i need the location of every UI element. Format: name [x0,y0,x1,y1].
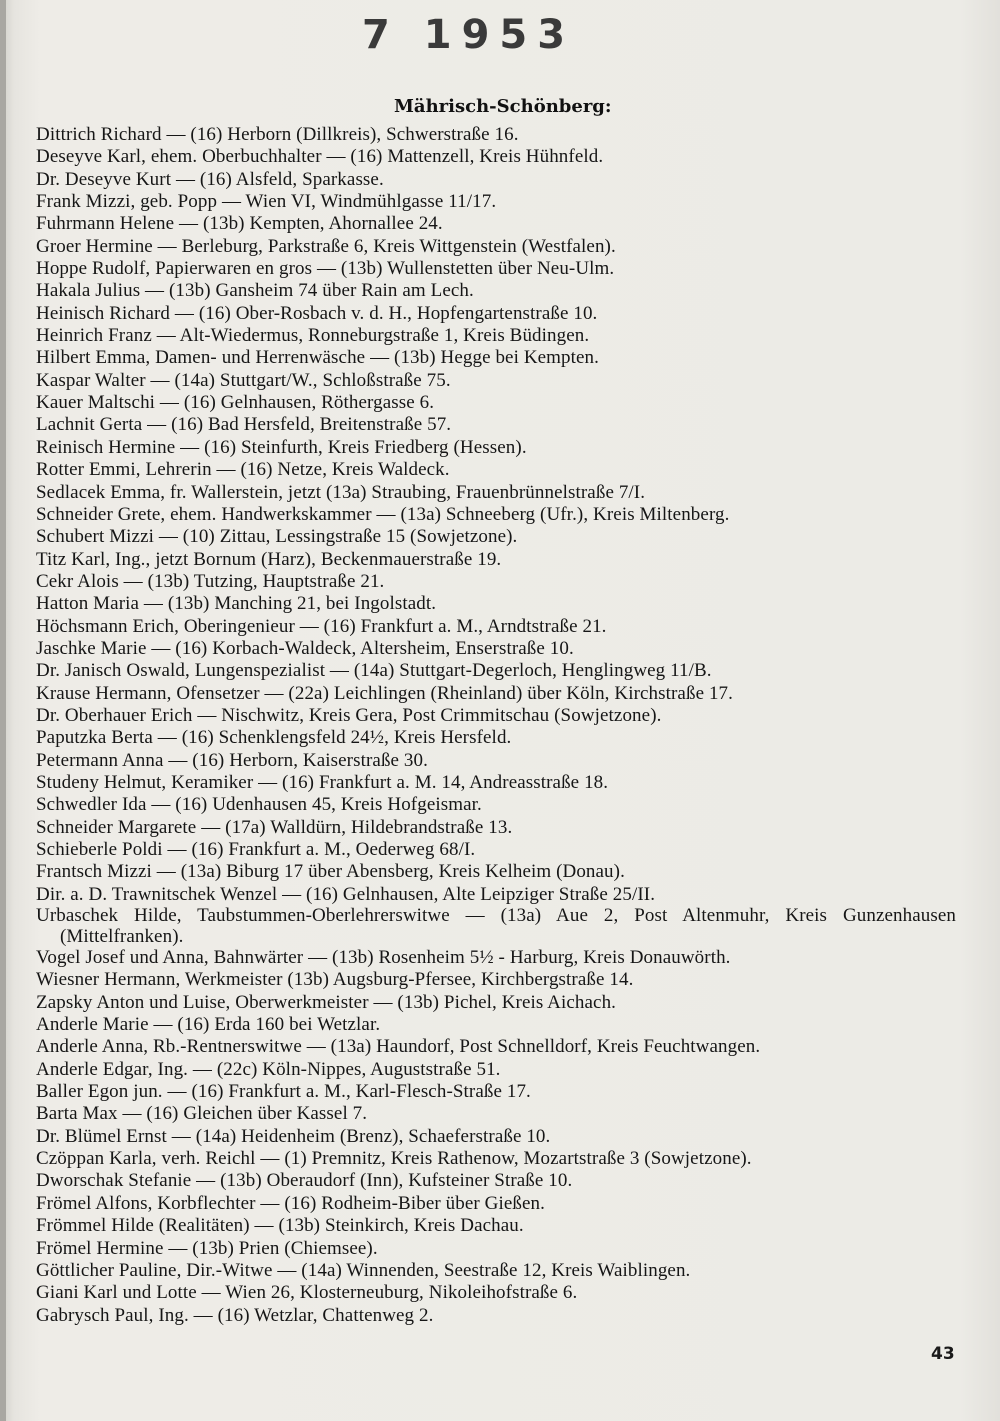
list-entry: Groer Hermine — Berleburg, Parkstraße 6, Kreis Wittgenstein (Westfalen). [36,235,616,257]
list-entry: Dr. Oberhauer Erich — Nischwitz, Kreis Gera, Post Crimmitschau (Sowjetzone). [36,704,662,726]
list-entry: Anderle Edgar, Ing. — (22c) Köln-Nippes, Auguststraße 51. [36,1058,501,1080]
list-entry: Höchsmann Erich, Oberingenieur — (16) Frankfurt a. M., Arndtstraße 21. [36,615,607,637]
list-entry: Frömel Alfons, Korbflechter — (16) Rodheim-Biber über Gießen. [36,1192,545,1214]
list-entry: Anderle Marie — (16) Erda 160 bei Wetzlar. [36,1014,381,1036]
list-entry: Frantsch Mizzi — (13a) Biburg 17 über Abensberg, Kreis Kelheim (Donau). [36,861,625,883]
list-entry: Giani Karl und Lotte — Wien 26, Klosterneuburg, Nikoleihofstraße 6. [36,1282,578,1304]
list-entry: Titz Karl, Ing., jetzt Bornum (Harz), Beckenmauerstraße 19. [36,548,502,570]
list-entry: Schneider Margarete — (17a) Walldürn, Hildebrandstraße 13. [36,816,513,838]
list-entry: Gabrysch Paul, Ing. — (16) Wetzlar, Chattenweg 2. [36,1304,434,1326]
list-entry: Dr. Janisch Oswald, Lungenspezialist — (14a) Stuttgart-Degerloch, Henglingweg 11/B. [36,660,712,682]
list-entry: Dr. Deseyve Kurt — (16) Alsfeld, Sparkasse. [36,168,384,190]
list-entry: Studeny Helmut, Keramiker — (16) Frankfurt a. M. 14, Andreasstraße 18. [36,771,609,793]
list-entry: Heinisch Richard — (16) Ober-Rosbach v. d. H., Hopfengartenstraße 10. [36,302,598,324]
list-entry: Krause Hermann, Ofensetzer — (22a) Leichlingen (Rheinland) über Köln, Kirchstraße 17. [36,682,733,704]
list-entry: Schubert Mizzi — (10) Zittau, Lessingstraße 15 (Sowjetzone). [36,526,518,548]
list-entry: Dworschak Stefanie — (13b) Oberaudorf (Inn), Kufsteiner Straße 10. [36,1170,573,1192]
list-entry-wrapped: Urbaschek Hilde, Taubstummen-Oberlehrerswitwe — (13a) Aue 2, Post Altenmuhr, Kreis Gunzenhausen (Mittelfranken). [36,905,956,947]
list-entry: Hilbert Emma, Damen- und Herrenwäsche — (13b) Hegge bei Kempten. [36,347,600,369]
list-entry: Vogel Josef und Anna, Bahnwärter — (13b) Rosenheim 5½ - Harburg, Kreis Donauwörth. [36,947,731,969]
list-entry: Kaspar Walter — (14a) Stuttgart/W., Schloßstraße 75. [36,369,451,391]
list-entry: Hakala Julius — (13b) Gansheim 74 über Rain am Lech. [36,280,474,302]
list-entry: Frank Mizzi, geb. Popp — Wien VI, Windmühlgasse 11/17. [36,191,497,213]
list-entry: Heinrich Franz — Alt-Wiedermus, Ronneburgstraße 1, Kreis Büdingen. [36,325,590,347]
list-entry: Schieberle Poldi — (16) Frankfurt a. M., Oederweg 68/I. [36,839,476,860]
list-entry: Wiesner Hermann, Werkmeister (13b) Augsburg-Pfersee, Kirchbergstraße 14. [36,969,634,991]
section-heading: Mährisch-Schönberg: [394,96,612,117]
list-entry: Dittrich Richard — (16) Herborn (Dillkreis), Schwerstraße 16. [36,124,519,145]
list-entry: Dir. a. D. Trawnitschek Wenzel — (16) Gelnhausen, Alte Leipziger Straße 25/II. [36,883,656,905]
list-entry: Göttlicher Pauline, Dir.-Witwe — (14a) Winnenden, Seestraße 12, Kreis Waiblingen. [36,1259,691,1281]
address-list [36,124,956,1327]
page-number: 43 [931,1344,955,1364]
list-entry: Lachnit Gerta — (16) Bad Hersfeld, Breitenstraße 57. [36,414,452,436]
list-entry: Paputzka Berta — (16) Schenklengsfeld 24½, Kreis Hersfeld. [36,727,512,749]
list-entry: Baller Egon jun. — (16) Frankfurt a. M., Karl-Flesch-Straße 17. [36,1081,531,1103]
list-entry: Sedlacek Emma, fr. Wallerstein, jetzt (13a) Straubing, Frauenbrünnelstraße 7/I. [36,481,646,503]
list-entry: Dr. Blümel Ernst — (14a) Heidenheim (Brenz), Schaeferstraße 10. [36,1125,551,1147]
list-entry: Schneider Grete, ehem. Handwerkskammer — (13a) Schneeberg (Ufr.), Kreis Miltenberg. [36,503,730,525]
list-entry: Frömmel Hilde (Realitäten) — (13b) Steinkirch, Kreis Dachau. [36,1215,524,1237]
list-entry: Hatton Maria — (13b) Manching 21, bei Ingolstadt. [36,593,437,615]
list-entry: Czöppan Karla, verh. Reichl — (1) Premnitz, Kreis Rathenow, Mozartstraße 3 (Sowjetzone). [36,1148,752,1170]
list-entry: Kauer Maltschi — (16) Gelnhausen, Röthergasse 6. [36,392,435,414]
list-entry: Hoppe Rudolf, Papierwaren en gros — (13b) Wullenstetten über Neu-Ulm. [36,258,615,280]
year-stamp: 7 1953 [362,12,576,58]
list-entry: Fuhrmann Helene — (13b) Kempten, Ahornallee 24. [36,213,443,235]
list-entry: Zapsky Anton und Luise, Oberwerkmeister — (13b) Pichel, Kreis Aichach. [36,991,617,1013]
list-entry: Frömel Hermine — (13b) Prien (Chiemsee). [36,1237,378,1259]
list-entry: Deseyve Karl, ehem. Oberbuchhalter — (16) Mattenzell, Kreis Hühnfeld. [36,146,604,168]
list-entry: Petermann Anna — (16) Herborn, Kaiserstraße 30. [36,749,428,771]
list-entry: Schwedler Ida — (16) Udenhausen 45, Kreis Hofgeismar. [36,794,482,816]
page-binding-edge [0,0,6,1421]
list-entry: Anderle Anna, Rb.-Rentnerswitwe — (13a) Haundorf, Post Schnelldorf, Kreis Feuchtwangen. [36,1036,761,1058]
list-entry: Jaschke Marie — (16) Korbach-Waldeck, Altersheim, Enserstraße 10. [36,637,574,659]
list-entry: Reinisch Hermine — (16) Steinfurth, Kreis Friedberg (Hessen). [36,436,527,458]
list-entry: Rotter Emmi, Lehrerin — (16) Netze, Kreis Waldeck. [36,459,450,481]
list-entry: Barta Max — (16) Gleichen über Kassel 7. [36,1103,368,1125]
list-entry: Cekr Alois — (13b) Tutzing, Hauptstraße 21. [36,570,385,592]
